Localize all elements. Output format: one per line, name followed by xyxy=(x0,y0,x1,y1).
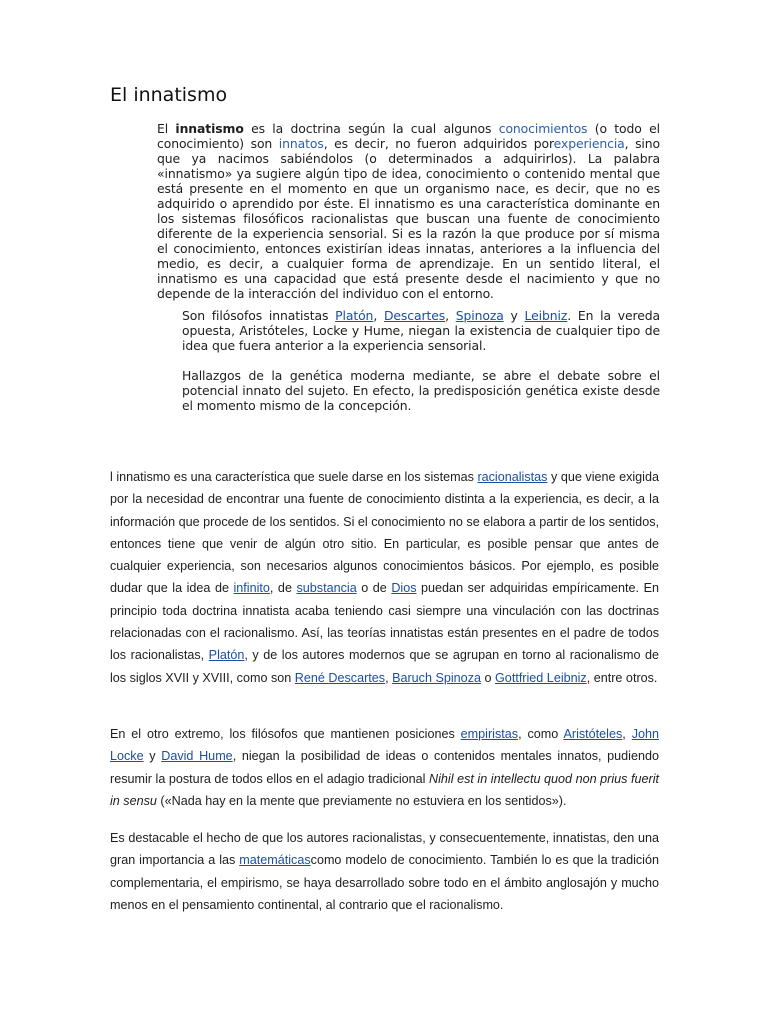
text: , de xyxy=(269,581,297,596)
text: El xyxy=(157,121,176,136)
section-empirismo-paragraph xyxy=(110,723,659,812)
text: , xyxy=(373,308,384,323)
link-david-hume[interactable]: David Hume xyxy=(161,749,233,764)
text: , sino que ya nacimos sabiéndolos (o determinados a adquirirlos). La palabra «innatismo» ya sugiere algún tipo de idea, conocimiento o contenido mental que está presente en el momento en que un organismo nace, es decir, que no es adquirido o aprendido por éste. El innatismo es una característica dominante en los sistemas filosóficos racionalistas que buscan una fuente de conocimiento diferente de la experiencia sensorial. Si es la razón la que produce por sí misma el conocimiento, entonces existirían ideas innatas, anteriores a la influencia del medio, es decir, a cualquier forma de aprendizaje. En un sentido literal, el innatismo es una capacidad que está presente desde el nacimiento y que no depende de la interacción del individuo con el entorno. xyxy=(157,136,660,301)
text: o de xyxy=(356,581,392,596)
link-platon[interactable]: Platón xyxy=(335,308,374,323)
text: , entre otros. xyxy=(586,670,658,685)
text: , xyxy=(385,670,393,685)
link-matematicas[interactable]: matemáticas xyxy=(239,853,311,868)
link-descartes[interactable]: Descartes xyxy=(383,308,446,323)
text: , xyxy=(445,308,456,323)
text: , y de los autores modernos que se agrupan en torno al racionalismo de los siglos XVII y XVIII, como son xyxy=(110,648,659,685)
link-platon[interactable]: Platón xyxy=(208,648,245,663)
intro-paragraph xyxy=(157,121,660,301)
page-title: El innatismo xyxy=(110,84,228,106)
link-baruch-spinoza[interactable]: Baruch Spinoza xyxy=(392,670,481,685)
text: , xyxy=(622,727,632,741)
link-rene-descartes[interactable]: René Descartes xyxy=(294,670,386,685)
link-john-locke[interactable]: John Locke xyxy=(110,727,659,764)
link-dios[interactable]: Dios xyxy=(391,581,417,596)
link-empiristas[interactable]: empiristas xyxy=(460,727,519,741)
text: y que viene exigida por la necesidad de encontrar una fuente de conocimiento distinta a la experiencia, es decir, a la información que procede de los sentidos. Si el conocimiento no se elabora a partir de los sentidos, entonces tiene que venir de algún otro sitio. En particular, es posible pensar que antes de cualquier experiencia, son necesarios algunos conocimientos básicos. Por ejemplo, es posible dudar que la idea de xyxy=(110,470,659,596)
text: . En la vereda opuesta, Aristóteles, Locke y Hume, niegan la existencia de cualquier tipo de idea que fuera anterior a la experiencia sensorial. xyxy=(182,308,660,353)
link-conocimientos[interactable]: conocimientos xyxy=(498,121,588,136)
text: (o todo el conocimiento) son xyxy=(157,121,660,151)
link-spinoza[interactable]: Spinoza xyxy=(455,308,504,323)
text: como modelo de conocimiento. También lo es que la tradición complementaria, el empirismo, se haya desarrollado sobre todo en el ámbito anglosajón y mucho menos en el pensamiento continental, al contrario que el racionalismo. xyxy=(110,853,659,912)
link-racionalistas[interactable]: racionalistas xyxy=(477,470,548,484)
text: («Nada hay en la mente que previamente no estuviera en los sentidos»). xyxy=(156,793,567,808)
link-infinito[interactable]: infinito xyxy=(233,581,270,596)
text: y xyxy=(143,749,162,764)
text: , niegan la posibilidad de ideas o contenidos mentales innatos, pudiendo resumir la postura de todos ellos en el adagio tradicional xyxy=(110,749,659,786)
bold-term: innatismo xyxy=(175,121,244,136)
text: o xyxy=(481,670,496,685)
text: , como xyxy=(518,727,564,741)
text: puedan ser adquiridas empíricamente. En principio toda doctrina innatista acaba teniendo casi siempre una vinculación con las doctrinas relacionadas con el racionalismo. Así, las teorías innatistas están presentes en el padre de todos los racionalistas, xyxy=(110,581,659,663)
link-substancia[interactable]: substancia xyxy=(296,581,357,596)
genetics-paragraph: Hallazgos de la genética moderna mediante, se abre el debate sobre el potencial innato del sujeto. En efecto, la predisposición genética existe desde el momento mismo de la concepción. xyxy=(182,368,660,413)
link-aristoteles[interactable]: Aristóteles xyxy=(563,727,623,741)
text: y xyxy=(503,308,525,323)
link-experiencia[interactable]: experiencia xyxy=(553,136,625,151)
text: En el otro extremo, los filósofos que mantienen posiciones xyxy=(110,727,461,741)
philosophers-paragraph xyxy=(182,308,660,353)
text: Son filósofos innatistas xyxy=(182,308,336,323)
section-racionalismo-paragraph xyxy=(110,466,659,689)
text: l innatismo es una característica que suele darse en los sistemas xyxy=(110,470,478,484)
link-innatos[interactable]: innatos xyxy=(278,136,324,151)
text: , es decir, no fueron adquiridos por xyxy=(323,136,554,151)
latin-adage: Nihil est in intellectu quod non prius fuerit in sensu xyxy=(110,771,659,808)
link-gottfried-leibniz[interactable]: Gottfried Leibniz xyxy=(495,670,587,685)
section-matematicas-paragraph xyxy=(110,827,659,916)
text: Es destacable el hecho de que los autores racionalistas, y consecuentemente, innatistas, den una gran importancia a las xyxy=(110,831,659,868)
link-leibniz[interactable]: Leibniz xyxy=(524,308,568,323)
text: es la doctrina según la cual algunos xyxy=(243,121,499,136)
